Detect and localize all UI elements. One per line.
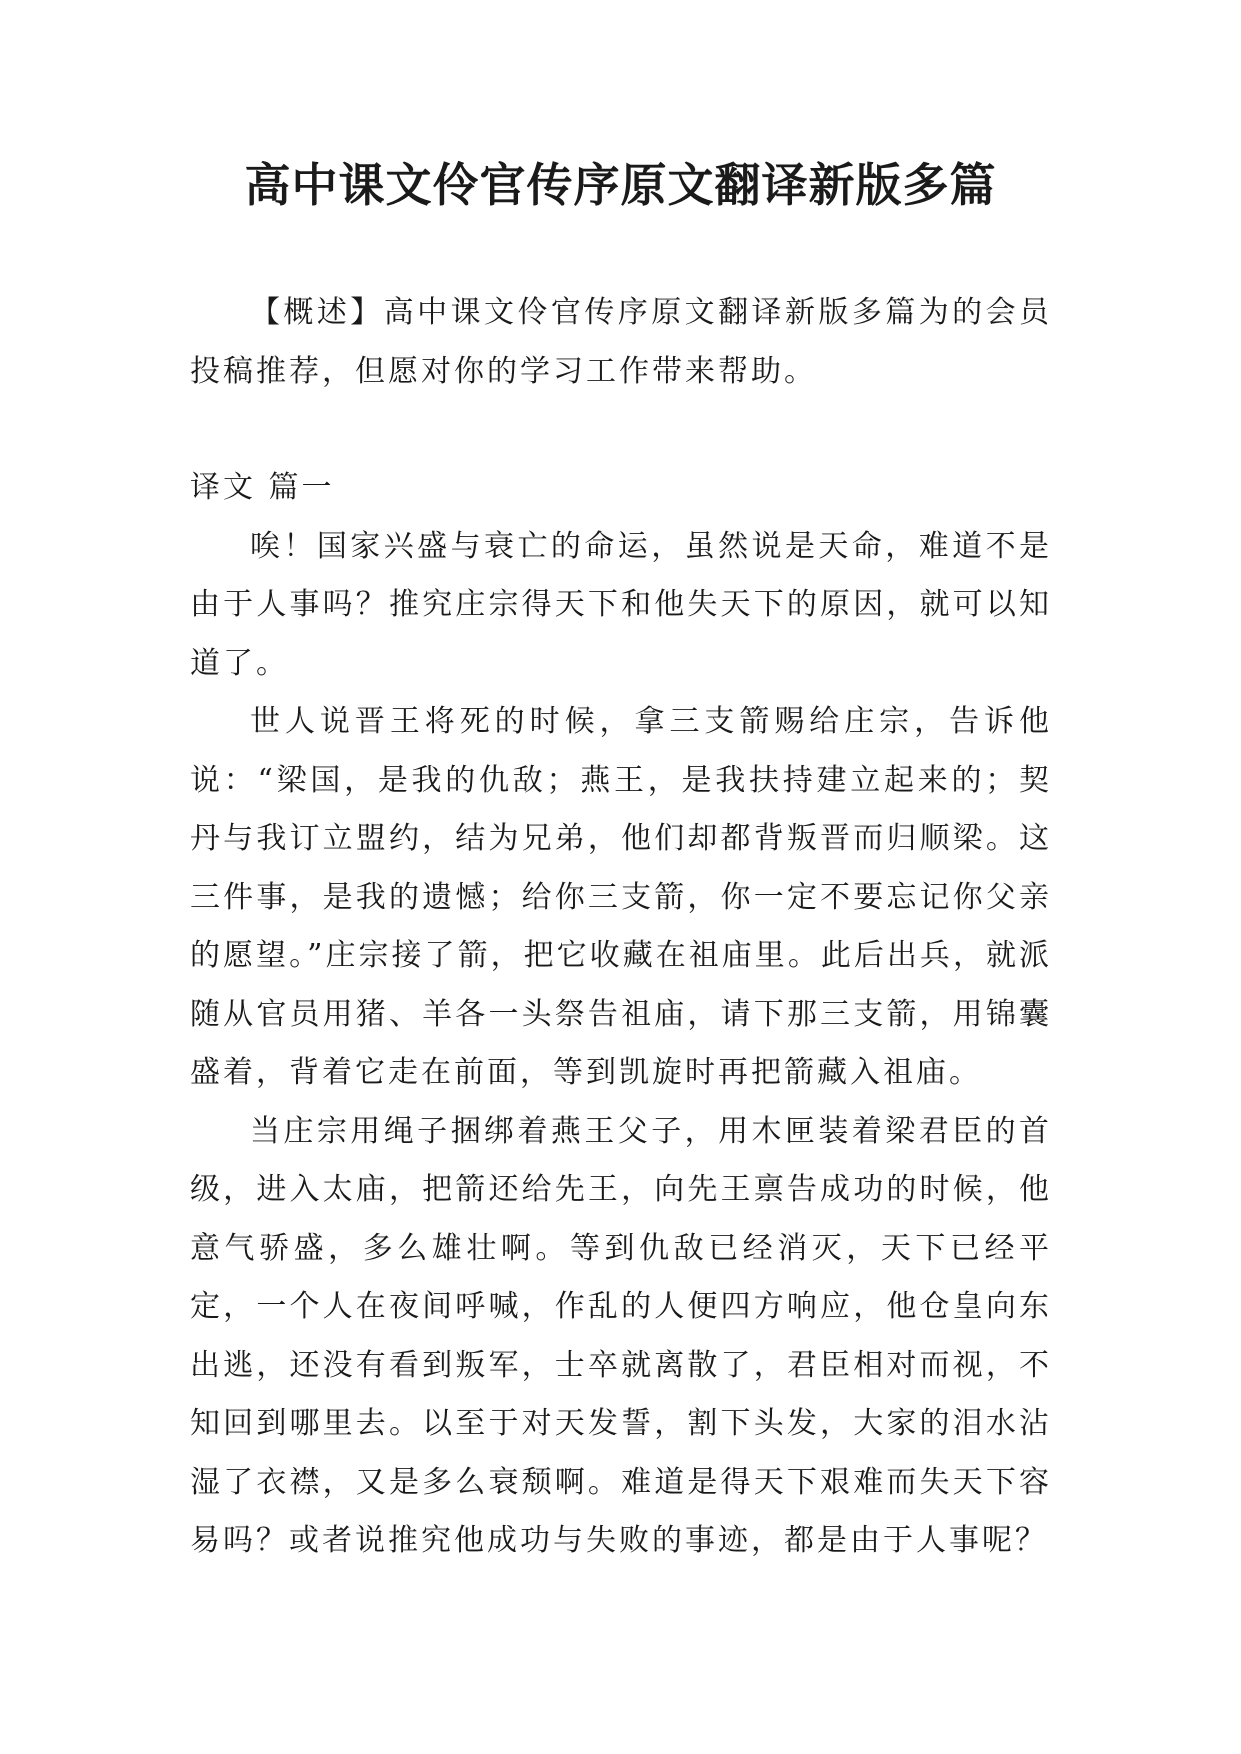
body-paragraph: 世人说晋王将死的时候，拿三支箭赐给庄宗，告诉他说：“梁国，是我的仇敌；燕王，是我扶持建立起来的；契丹与我订立盟约，结为兄弟，他们却都背叛晋而归顺梁。这三件事，是我的遗憾；给你三支箭，你一定不要忘记你父亲的愿望。”庄宗接了箭，把它收藏在祖庙里。此后出兵，就派随从官员用猪、羊各一头祭告祖庙，请下那三支箭，用锦囊盛着，背着它走在前面，等到凯旋时再把箭藏入祖庙。	[190, 704, 1052, 1090]
document-title: 高中课文伶官传序原文翻译新版多篇	[244, 158, 997, 212]
body-paragraph: 唉！国家兴盛与衰亡的命运，虽然说是天命，难道不是由于人事吗？推究庄宗得天下和他失天下的原因，就可以知道了。	[190, 528, 1052, 681]
summary-paragraph: 【概述】高中课文伶官传序原文翻译新版多篇为的会员投稿推荐，但愿对你的学习工作带来帮助。	[190, 295, 1052, 389]
section-heading: 译文 篇一	[190, 470, 335, 505]
body-paragraph: 当庄宗用绳子捆绑着燕王父子，用木匣装着梁君臣的首级，进入太庙，把箭还给先王，向先王禀告成功的时候，他意气骄盛，多么雄壮啊。等到仇敌已经消灭，天下已经平定，一个人在夜间呼喊，作乱的人便四方响应，他仓皇向东出逃，还没有看到叛军，士卒就离散了，君臣相对而视，不知回到哪里去。以至于对天发誓，割下头发，大家的泪水沾湿了衣襟，又是多么衰颓啊。难道是得天下艰难而失天下容易吗？或者说推究他成功与失败的事迹，都是由于人事呢？	[190, 1113, 1052, 1558]
document-body	[190, 284, 1052, 1571]
